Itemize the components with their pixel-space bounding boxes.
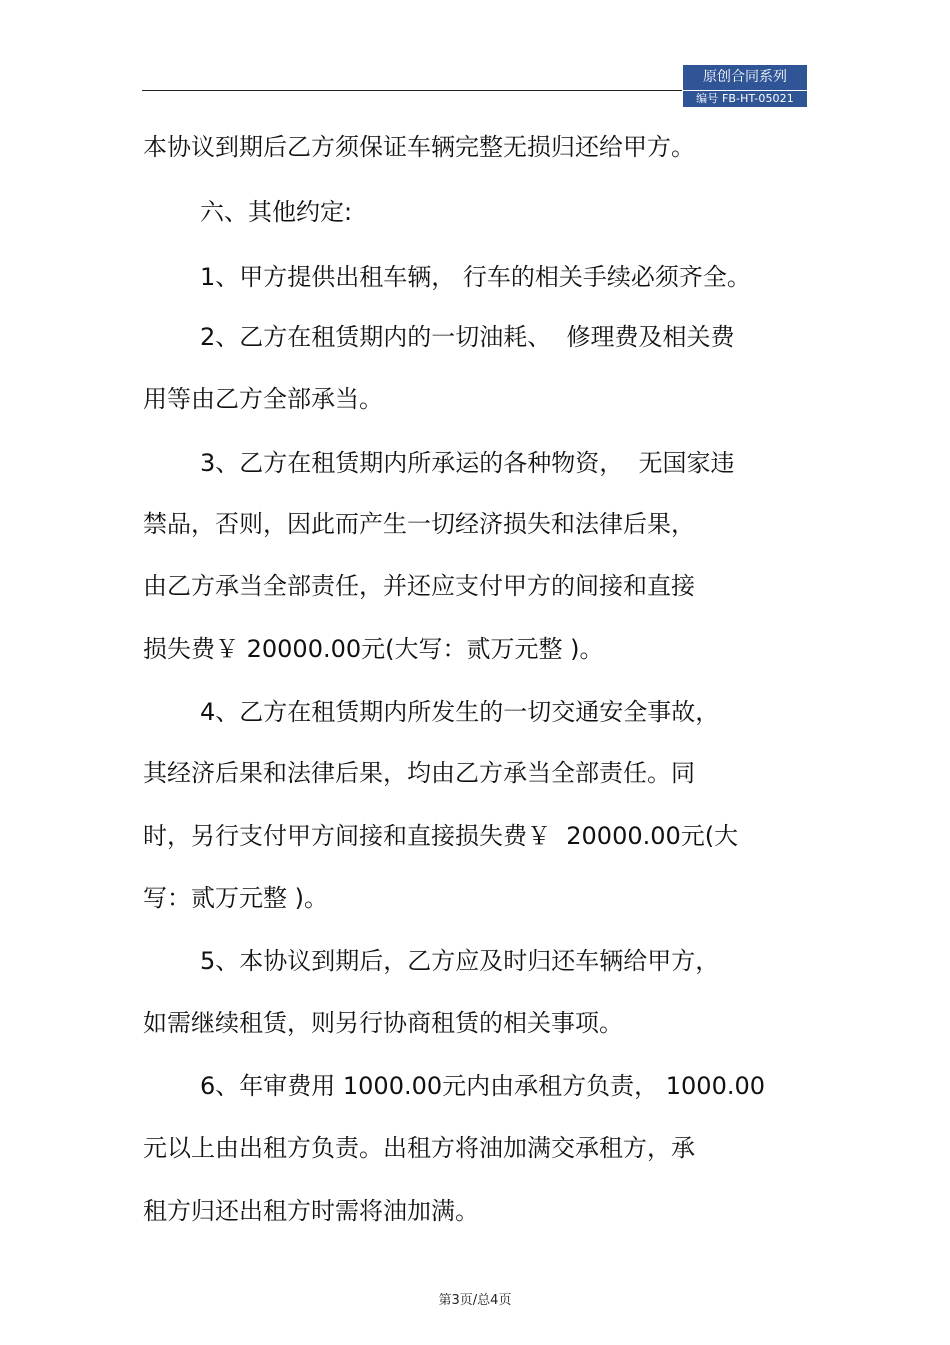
clause-line: 2、乙方在租赁期内的一切油耗、 修理费及相关费 <box>200 323 735 351</box>
clause-line: 写：贰万元整 )。 <box>143 884 328 912</box>
paragraph-line: 本协议到期后乙方须保证车辆完整无损归还给甲方。 <box>143 133 695 161</box>
clause-line: 其经济后果和法律后果，均由乙方承当全部责任。同 <box>143 759 695 787</box>
clause-line: 禁品，否则，因此而产生一切经济损失和法律后果， <box>143 510 695 538</box>
document-code: 编号 FB-HT-05021 <box>696 92 794 105</box>
clause-line: 元以上由出租方负责。出租方将油加满交承租方，承 <box>143 1134 695 1162</box>
header-rule <box>142 90 682 91</box>
clause-line: 由乙方承当全部责任，并还应支付甲方的间接和直接 <box>143 572 695 600</box>
clause-line: 1、甲方提供出租车辆， 行车的相关手续必须齐全。 <box>200 263 751 291</box>
clause-line: 5、本协议到期后，乙方应及时归还车辆给甲方， <box>200 947 720 975</box>
page-number: 第3页/总4页 <box>438 1293 512 1308</box>
section-heading: 六、其他约定: <box>200 198 353 226</box>
document-series-badge <box>683 65 807 107</box>
clause-line: 如需继续租赁，则另行协商租赁的相关事项。 <box>143 1009 623 1037</box>
clause-line: 6、年审费用 1000.00元内由承租方负责， 1000.00 <box>200 1072 766 1100</box>
clause-line: 时，另行支付甲方间接和直接损失费￥ 20000.00元(大 <box>143 822 739 850</box>
clause-line: 损失费￥ 20000.00元(大写：贰万元整 )。 <box>143 635 604 663</box>
clause-line: 用等由乙方全部承当。 <box>143 385 383 413</box>
clause-line: 租方归还出租方时需将油加满。 <box>143 1197 479 1225</box>
series-label: 原创合同系列 <box>703 69 787 85</box>
clause-line: 4、乙方在租赁期内所发生的一切交通安全事故， <box>200 698 720 726</box>
clause-line: 3、乙方在租赁期内所承运的各种物资， 无国家违 <box>200 449 735 477</box>
